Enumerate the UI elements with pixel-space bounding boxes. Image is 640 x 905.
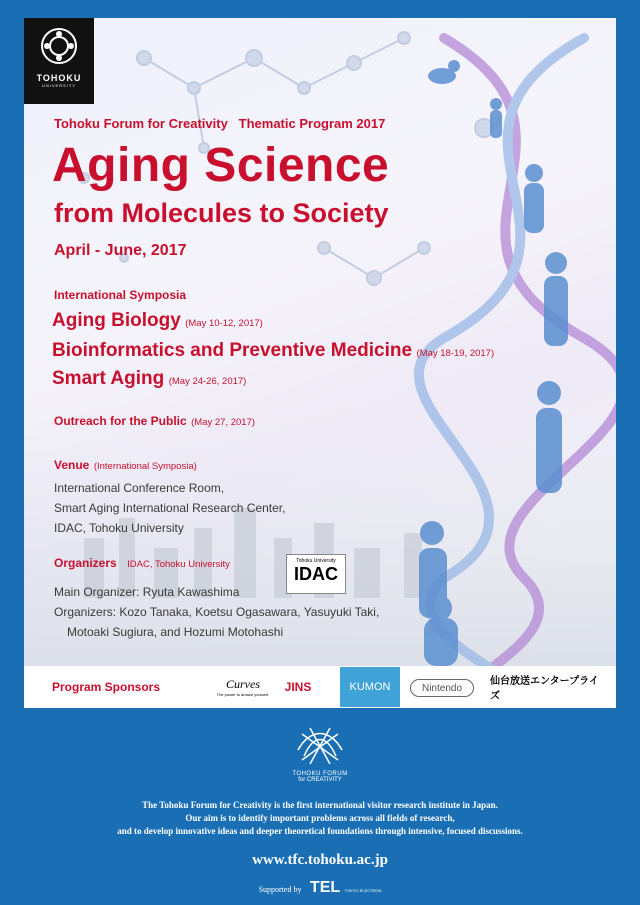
tel-logo: TEL [309, 879, 341, 896]
sponsor-kumon-logo: KUMON [340, 667, 400, 707]
idac-badge-top: Tohoku University [296, 558, 336, 564]
symposium-date: (May 10-12, 2017) [185, 318, 263, 329]
organizers-label: Organizers [54, 556, 117, 570]
outreach-date: (May 27, 2017) [191, 417, 256, 428]
sponsor-jins-logo: JINS [284, 680, 312, 694]
sponsors-label: Program Sponsors [52, 680, 161, 694]
symposia-heading: International Symposia [54, 288, 187, 302]
idac-badge-main: IDAC [294, 564, 338, 584]
venue-line: Smart Aging International Research Center, [54, 501, 286, 515]
organizers-heading [54, 554, 230, 572]
supported-by [0, 879, 640, 897]
logo-name: TOHOKU [36, 73, 82, 83]
symposium-name: Smart Aging [52, 368, 165, 389]
forum-description-3: and to develop innovative ideas and deeper theoretical foundations through intensive, focused discussions. [117, 826, 523, 836]
curves-text: Curves [226, 677, 260, 691]
organizers-list [54, 582, 379, 642]
supported-by-text: Supported by [258, 885, 302, 894]
sponsors-bar [24, 666, 616, 708]
venue-note: (International Symposia) [93, 461, 197, 472]
page-title: Aging Science [52, 139, 390, 192]
venue-heading [54, 456, 197, 474]
organizers-line-2: Motoaki Sugiura, and Hozumi Motohashi [67, 625, 284, 639]
main-organizer: Main Organizer: Ryuta Kawashima [54, 585, 240, 599]
organizers-line-1: Organizers: Kozo Tanaka, Koetsu Ogasawara, Yasuyuki Taki, [54, 605, 380, 619]
organizers-note: IDAC, Tohoku University [127, 559, 230, 570]
forum-description-1: The Tohoku Forum for Creativity is the first international visitor research institute in Japan. [142, 800, 498, 810]
page-subtitle: from Molecules to Society [54, 198, 389, 228]
curves-tagline: The power to amaze yourself. [216, 692, 270, 697]
tel-logo-sub: TOKYO ELECTRON [344, 888, 382, 893]
tohoku-crest-icon [39, 26, 79, 66]
symposium-name: Aging Biology [52, 310, 181, 331]
poster [24, 18, 616, 708]
logo-sub: UNIVERSITY [41, 83, 76, 88]
forum-name: TOHOKU FORUM [292, 771, 348, 777]
sponsor-nintendo-logo: Nintendo [410, 679, 474, 697]
sponsor-curves-logo [212, 676, 274, 698]
symposium-1 [52, 310, 263, 332]
tfc-emblem-icon [290, 720, 350, 766]
footer [0, 720, 640, 897]
sponsor-sendai-logo: 仙台放送エンタープライズ [490, 676, 599, 702]
symposium-3 [52, 368, 246, 390]
forum-description-2: Our aim is to identify important problems across all fields of research, [185, 813, 455, 823]
program-line: Tohoku Forum for Creativity Thematic Program 2017 [54, 116, 386, 131]
outreach-label: Outreach for the Public [54, 414, 187, 428]
forum-url[interactable]: www.tfc.tohoku.ac.jp [252, 852, 388, 868]
symposium-2 [52, 340, 494, 362]
venue-line: IDAC, Tohoku University [54, 521, 184, 535]
outreach [54, 412, 255, 430]
symposium-date: (May 24-26, 2017) [168, 376, 247, 387]
venue-line: International Conference Room, [54, 481, 225, 495]
program-dates: April - June, 2017 [54, 242, 187, 259]
symposium-name: Bioinformatics and Preventive Medicine [52, 340, 413, 361]
venue-label: Venue [54, 458, 90, 472]
forum-name-sub: for CREATIVITY [298, 777, 342, 783]
tohoku-university-logo [24, 18, 94, 104]
symposium-date: (May 18-19, 2017) [416, 348, 495, 359]
venue-address [54, 478, 285, 538]
